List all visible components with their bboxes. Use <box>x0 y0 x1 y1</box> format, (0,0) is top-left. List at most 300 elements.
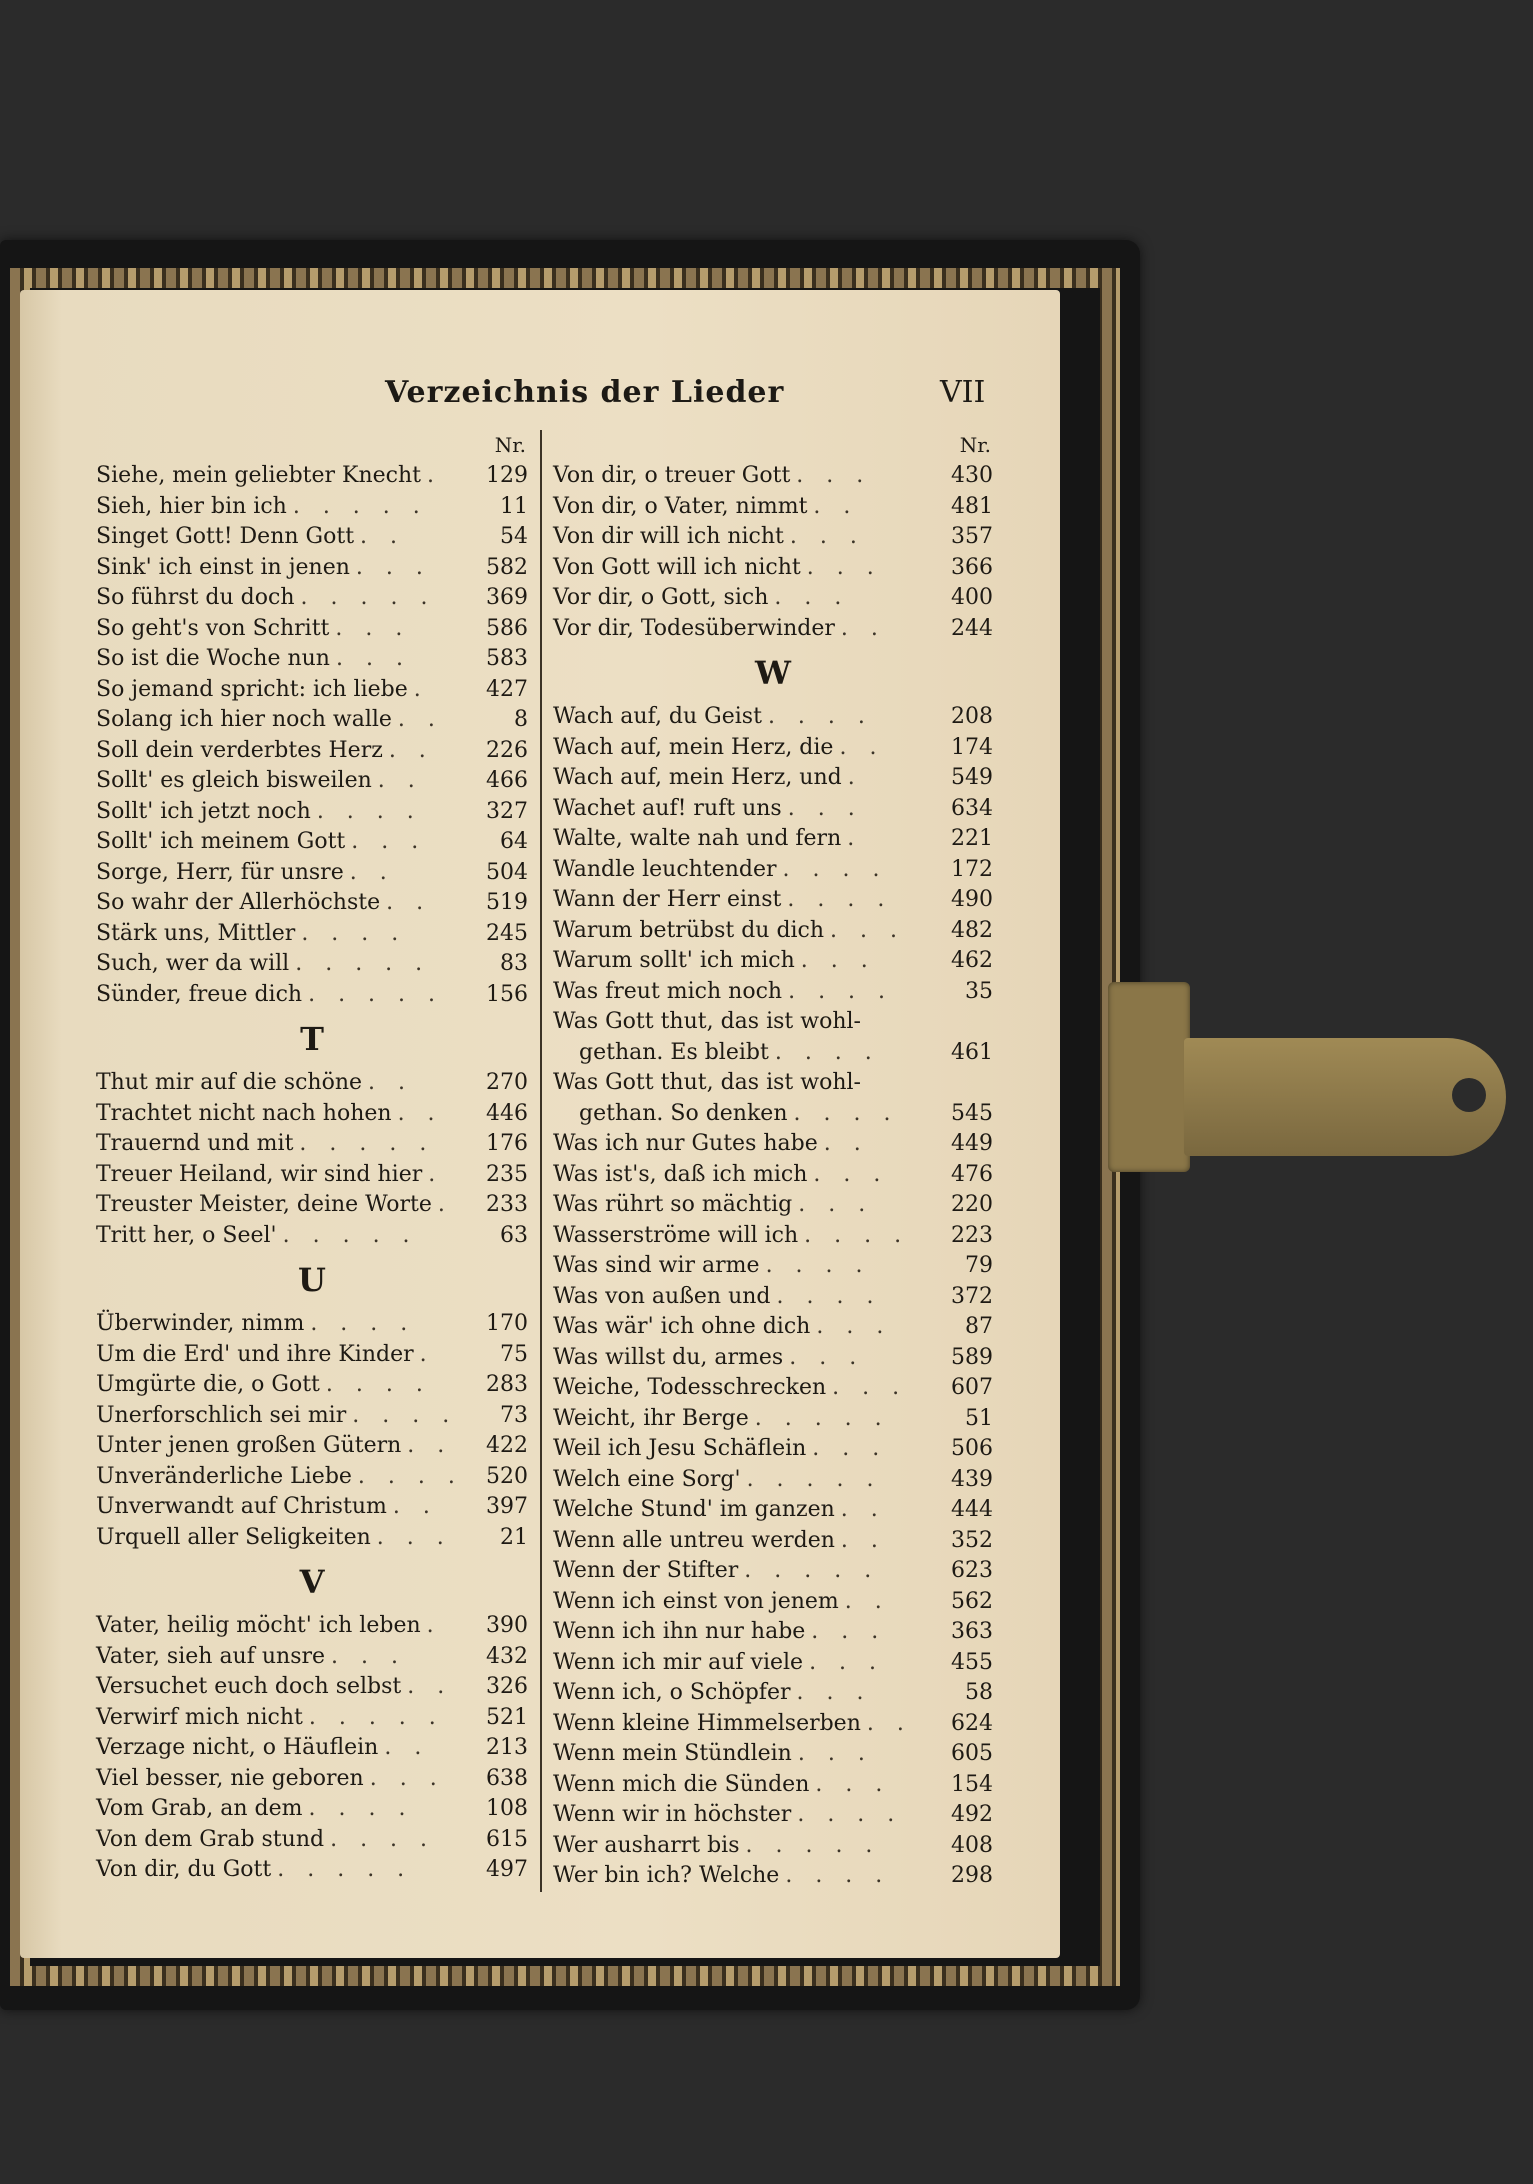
hymn-number: 615 <box>486 1826 528 1852</box>
leader-dots: . . . <box>369 1765 445 1791</box>
index-entry <box>553 614 993 645</box>
hymn-number: 172 <box>951 856 993 882</box>
leader-dots: . . . <box>832 1375 908 1400</box>
entry-title: Warum betrübst du dich <box>553 917 825 943</box>
entry-title: Sink' ich einst in jenen <box>96 554 350 580</box>
leader-dots: . . . <box>355 554 431 580</box>
leader-dots: . . <box>368 1070 414 1095</box>
index-entry <box>553 1282 993 1313</box>
leader-dots: . . <box>384 1735 430 1760</box>
index-entry <box>96 1642 528 1673</box>
entry-title: Wach auf, mein Herz, und <box>553 765 842 790</box>
entry-title: Von dir, du Gott <box>96 1857 272 1882</box>
leader-dots: . . <box>386 890 432 915</box>
index-entry <box>553 1160 993 1191</box>
leader-dots: . . <box>840 1527 886 1553</box>
index-entry <box>96 1068 528 1099</box>
entry-title: Verzage nicht, o Häuflein <box>96 1735 379 1760</box>
hymn-number: 582 <box>486 554 528 580</box>
section-letter: T <box>300 1020 324 1058</box>
leader-dots: . . . . <box>308 1796 414 1821</box>
index-entry <box>553 824 993 855</box>
index-entry <box>553 583 993 614</box>
index-entry <box>553 855 993 886</box>
index-entry <box>96 705 528 736</box>
page-title: Verzeichnis der Lieder <box>385 375 785 410</box>
entry-title: Wach auf, mein Herz, die <box>553 734 834 760</box>
index-entry <box>96 1340 528 1371</box>
hymn-number: 462 <box>951 948 993 973</box>
hymn-number: 562 <box>951 1588 993 1614</box>
hymn-number: 432 <box>486 1643 528 1669</box>
hymn-number: 397 <box>486 1494 528 1519</box>
entry-title: Sollt' es gleich bisweilen <box>96 768 372 793</box>
entry-title: Wenn der Stifter <box>553 1558 739 1583</box>
leader-dots: . . . . . <box>308 981 444 1007</box>
index-entry <box>96 736 528 767</box>
entry-title: Wenn alle untreu werden <box>553 1527 835 1553</box>
leader-dots: . . . . . <box>744 1558 880 1583</box>
leader-dots: . . . . . <box>745 1832 881 1858</box>
entry-title: Thut mir auf die schöne <box>96 1070 363 1095</box>
hymn-number: 549 <box>951 765 993 790</box>
index-entry <box>553 1038 993 1069</box>
index-entry <box>553 1617 993 1648</box>
hymn-number: 492 <box>951 1802 993 1827</box>
entry-title: Vor dir, o Gott, sich <box>553 585 769 610</box>
hymn-number: 270 <box>486 1070 528 1095</box>
entry-title: Weil ich Jesu Schäflein <box>553 1436 807 1461</box>
hymn-number: 64 <box>500 829 528 854</box>
entry-title: So geht's von Schritt <box>96 615 330 641</box>
index-entry <box>553 733 993 764</box>
hymn-number: 208 <box>951 704 993 729</box>
entry-title: Wenn ich ihn nur habe <box>553 1619 806 1644</box>
entry-title: Urquell aller Seligkeiten <box>96 1524 371 1550</box>
entry-title: Weicht, ihr Berge <box>553 1405 749 1431</box>
hymn-number: 357 <box>951 524 993 549</box>
index-entry <box>96 1611 528 1642</box>
index-entry <box>553 1068 993 1099</box>
index-entry <box>553 1556 993 1587</box>
hymn-number: 63 <box>500 1222 528 1248</box>
entry-title: Treuster Meister, deine Worte <box>96 1192 432 1217</box>
index-entry <box>96 1672 528 1703</box>
hymn-number: 607 <box>951 1375 993 1400</box>
hymn-number: 476 <box>951 1161 993 1187</box>
leader-dots: . . . <box>787 795 863 821</box>
index-entry <box>553 1007 993 1038</box>
entry-title: Stärk uns, Mittler <box>96 920 296 946</box>
entry-title: So jemand spricht: ich liebe <box>96 676 408 702</box>
hymn-number: 75 <box>500 1341 528 1367</box>
hymn-number: 11 <box>500 493 528 519</box>
leader-dots: . . <box>407 1433 453 1458</box>
entry-title: Umgürte die, o Gott <box>96 1372 320 1397</box>
entry-title: Was rührt so mächtig <box>553 1192 793 1217</box>
leader-dots: . . . . <box>310 1311 416 1336</box>
column-divider <box>540 430 542 1892</box>
leader-dots: . . . . . <box>300 585 436 610</box>
leader-dots: . . . <box>797 1741 873 1766</box>
index-entry <box>96 522 528 553</box>
leader-dots: . . <box>866 1710 912 1736</box>
index-entry <box>553 1709 993 1740</box>
index-entry <box>96 797 528 828</box>
leader-dots: . . <box>840 615 886 641</box>
hymn-number: 586 <box>486 615 528 641</box>
index-entry <box>96 614 528 645</box>
leader-dots: . <box>413 676 429 702</box>
leader-dots: . . . . . <box>277 1857 413 1882</box>
entry-title: Vom Grab, an dem <box>96 1796 303 1821</box>
hymn-number: 245 <box>486 920 528 946</box>
entry-title: Walte, walte nah und fern <box>553 826 842 851</box>
leader-dots: . . . . . <box>295 951 431 976</box>
leader-dots: . . . . <box>787 887 893 912</box>
leader-dots: . . . . . <box>754 1405 890 1431</box>
entry-title: Treuer Heiland, wir sind hier <box>96 1161 423 1187</box>
hymn-number: 83 <box>500 951 528 976</box>
hymn-number: 79 <box>965 1253 993 1278</box>
entry-title: Wer bin ich? Welche <box>553 1863 780 1888</box>
leader-dots: . . . <box>800 948 876 973</box>
entry-title-continued: gethan. So denken <box>579 1100 788 1126</box>
entry-title-continued: gethan. Es bleibt <box>579 1039 769 1065</box>
leader-dots: . . <box>823 1131 869 1156</box>
index-entry <box>96 980 528 1011</box>
entry-title: Von dem Grab stund <box>96 1826 325 1852</box>
hymn-number: 490 <box>951 887 993 912</box>
hymn-number: 624 <box>951 1710 993 1736</box>
entry-title: Von dir, o Vater, nimmt <box>553 493 808 519</box>
hymn-number: 519 <box>486 890 528 915</box>
hymn-number: 455 <box>951 1649 993 1675</box>
index-entry <box>96 888 528 919</box>
entry-title: Wasserströme will ich <box>553 1222 799 1248</box>
nr-label: Nr. <box>959 433 991 457</box>
hymn-number: 35 <box>965 978 993 1004</box>
leader-dots: . . . <box>796 463 872 488</box>
hymn-number: 634 <box>951 795 993 821</box>
entry-title: Was sind wir arme <box>553 1253 760 1278</box>
leader-dots: . . . . <box>765 1253 871 1278</box>
entry-title: Was ist's, daß ich mich <box>553 1161 808 1187</box>
index-entry <box>553 1312 993 1343</box>
index-entry <box>96 492 528 523</box>
entry-title: Such, wer da will <box>96 951 290 976</box>
hymn-number: 244 <box>951 615 993 641</box>
index-entry <box>96 1855 528 1886</box>
entry-title: Weiche, Todesschrecken <box>553 1375 827 1400</box>
leader-dots: . . . . <box>776 1283 882 1309</box>
hymn-number: 352 <box>951 1527 993 1553</box>
index-entry <box>96 1221 528 1252</box>
hymn-number: 638 <box>486 1765 528 1791</box>
left-column <box>96 433 528 1886</box>
index-entry <box>96 1099 528 1130</box>
clasp-hole <box>1452 1078 1486 1112</box>
index-entry <box>553 1800 993 1831</box>
entry-title: Sünder, freue dich <box>96 981 303 1007</box>
index-entry <box>96 766 528 797</box>
hymn-number: 390 <box>486 1613 528 1638</box>
index-entry <box>553 946 993 977</box>
page-header <box>0 375 1060 415</box>
leader-dots: . . . . <box>352 1402 458 1428</box>
leader-dots: . <box>419 1341 435 1367</box>
entry-title: Tritt her, o Seel' <box>96 1222 277 1248</box>
index-entry <box>553 1434 993 1465</box>
leader-dots: . . . <box>789 524 865 549</box>
index-entry <box>96 1370 528 1401</box>
index-entry <box>96 1492 528 1523</box>
hymn-number: 221 <box>951 826 993 851</box>
page-number: VII <box>940 375 986 410</box>
index-entry <box>96 949 528 980</box>
entry-title: Von dir, o treuer Gott <box>553 463 791 488</box>
leader-dots: . <box>437 1192 453 1217</box>
entry-title: Vater, sieh auf unsre <box>96 1643 326 1669</box>
hymn-number: 54 <box>500 524 528 549</box>
leader-dots: . . . <box>811 1619 887 1644</box>
hymn-number: 430 <box>951 463 993 488</box>
entry-title: Trauernd und mit <box>96 1131 294 1156</box>
entry-title: Unter jenen großen Gütern <box>96 1433 402 1458</box>
hymn-number: 521 <box>486 1704 528 1730</box>
index-entry <box>553 1648 993 1679</box>
entry-title: Viel besser, nie geboren <box>96 1765 364 1791</box>
hymn-number: 369 <box>486 585 528 610</box>
entry-title: Wenn mich die Sünden <box>553 1771 810 1797</box>
leader-dots: . . . . <box>767 704 873 729</box>
hymn-number: 466 <box>486 768 528 793</box>
entry-title: Welch eine Sorg' <box>553 1466 741 1492</box>
leader-dots: . <box>426 1613 442 1638</box>
hymn-number: 176 <box>486 1131 528 1156</box>
leader-dots: . . . <box>816 1314 892 1339</box>
entry-title: Was von außen und <box>553 1283 771 1309</box>
index-entry <box>96 1794 528 1825</box>
entry-title: Von dir will ich nicht <box>553 524 784 549</box>
leader-dots: . . . <box>796 1680 872 1705</box>
hymn-number: 73 <box>500 1402 528 1428</box>
entry-title: Sollt' ich jetzt noch <box>96 798 311 824</box>
section-letter: U <box>298 1261 326 1299</box>
hymn-number: 449 <box>951 1131 993 1156</box>
hymn-number: 283 <box>486 1372 528 1397</box>
entry-title: Was wär' ich ohne dich <box>553 1314 811 1339</box>
hymn-number: 446 <box>486 1100 528 1126</box>
entry-title: Wer ausharrt bis <box>553 1832 740 1858</box>
index-entry <box>96 1523 528 1554</box>
leader-dots: . . . <box>815 1771 891 1797</box>
index-entry <box>96 1764 528 1795</box>
hymn-number: 545 <box>951 1100 993 1126</box>
hymn-number: 156 <box>486 981 528 1007</box>
entry-title: Wenn ich mir auf viele <box>553 1649 804 1675</box>
hymn-number: 427 <box>486 676 528 702</box>
index-entry <box>553 702 993 733</box>
entry-title: Sollt' ich meinem Gott <box>96 829 346 854</box>
hymn-number: 174 <box>951 734 993 760</box>
index-entry <box>96 1160 528 1191</box>
leader-dots: . . . . <box>357 1463 463 1489</box>
entry-title: Trachtet nicht nach hohen <box>96 1100 392 1126</box>
entry-title: Welche Stund' im ganzen <box>553 1497 835 1522</box>
hymn-number: 154 <box>951 1771 993 1797</box>
index-entry <box>553 1404 993 1435</box>
hymn-number: 589 <box>951 1344 993 1370</box>
leader-dots: . . <box>407 1674 453 1699</box>
leader-dots: . . . <box>798 1192 874 1217</box>
index-entry <box>553 1587 993 1618</box>
leader-dots: . . <box>388 737 434 763</box>
index-entry <box>553 1190 993 1221</box>
index-entry <box>553 1221 993 1252</box>
hymn-number: 235 <box>486 1161 528 1187</box>
leader-dots: . . . . <box>785 1863 891 1888</box>
leader-dots: . . . <box>774 585 850 610</box>
index-entry <box>96 553 528 584</box>
index-entry <box>553 1373 993 1404</box>
hymn-number: 482 <box>951 917 993 943</box>
leader-dots: . . . <box>789 1344 865 1370</box>
leader-dots: . . <box>360 524 406 549</box>
index-entry <box>553 1495 993 1526</box>
index-entry <box>553 1739 993 1770</box>
leader-dots: . . . <box>830 917 906 943</box>
leader-dots: . . . . <box>330 1826 436 1852</box>
entry-title: Unveränderliche Liebe <box>96 1463 352 1489</box>
hymn-number: 58 <box>965 1680 993 1705</box>
hymn-number: 605 <box>951 1741 993 1766</box>
index-entry <box>553 1526 993 1557</box>
index-entry <box>96 1190 528 1221</box>
index-entry <box>96 858 528 889</box>
index-entry <box>96 1401 528 1432</box>
index-entry <box>96 461 528 492</box>
index-entry <box>553 522 993 553</box>
hymn-number: 213 <box>486 1735 528 1760</box>
leader-dots: . . <box>392 1494 438 1519</box>
leader-dots: . . <box>349 859 395 885</box>
leader-dots: . . . <box>335 646 411 671</box>
hymn-number: 108 <box>486 1796 528 1821</box>
hymn-number: 400 <box>951 585 993 610</box>
index-entry <box>553 885 993 916</box>
hymn-number: 444 <box>951 1497 993 1522</box>
leader-dots: . . . . <box>301 920 407 946</box>
index-entry <box>553 1465 993 1496</box>
section-letter: W <box>755 654 791 692</box>
hymn-number: 408 <box>951 1832 993 1858</box>
leader-dots: . . . . <box>804 1222 910 1248</box>
entry-title: Was ich nur Gutes habe <box>553 1131 818 1156</box>
entry-title: Unverwandt auf Christum <box>96 1494 387 1519</box>
leader-dots: . . . . <box>788 978 894 1004</box>
entry-title: Unerforschlich sei mir <box>96 1402 347 1428</box>
hymn-number: 623 <box>951 1558 993 1583</box>
index-entry <box>96 827 528 858</box>
entry-title: Wenn wir in höchster <box>553 1802 792 1827</box>
leader-dots: . . <box>377 768 423 793</box>
index-entry <box>96 583 528 614</box>
index-entry <box>553 1678 993 1709</box>
hymn-number: 21 <box>500 1524 528 1550</box>
entry-title: Wenn mein Stündlein <box>553 1741 792 1766</box>
hymn-number: 583 <box>486 646 528 671</box>
leader-dots: . . . <box>331 1643 406 1669</box>
index-entry <box>96 1733 528 1764</box>
leader-dots: . . . <box>813 1161 889 1187</box>
nr-label: Nr. <box>494 433 526 457</box>
hymn-number: 87 <box>965 1314 993 1339</box>
hymn-number: 461 <box>951 1039 993 1065</box>
hymn-number: 326 <box>486 1674 528 1699</box>
leader-dots: . . <box>397 1100 443 1126</box>
entry-title: Wann der Herr einst <box>553 887 782 912</box>
entry-title: Siehe, mein geliebter Knecht <box>96 463 421 488</box>
leader-dots: . . <box>839 734 885 760</box>
leader-dots: . . <box>844 1588 890 1614</box>
leader-dots: . . . . . <box>746 1466 882 1492</box>
clasp-hinge <box>1108 982 1190 1172</box>
hymn-number: 504 <box>486 859 528 885</box>
hymn-number: 439 <box>951 1466 993 1492</box>
index-entry <box>553 916 993 947</box>
index-entry <box>96 1431 528 1462</box>
leader-dots: . . <box>840 1497 886 1522</box>
index-entry <box>553 1099 993 1130</box>
leader-dots: . . <box>397 707 443 732</box>
leader-dots: . . . <box>806 554 882 580</box>
entry-title: Wandle leuchtender <box>553 856 777 882</box>
index-entry <box>553 794 993 825</box>
hymn-number: 233 <box>486 1192 528 1217</box>
entry-title: Sorge, Herr, für unsre <box>96 859 344 885</box>
index-entry <box>553 1861 993 1892</box>
entry-title: Wenn ich, o Schöpfer <box>553 1680 791 1705</box>
index-entry <box>553 492 993 523</box>
index-entry <box>96 1309 528 1340</box>
hymn-number: 226 <box>486 737 528 763</box>
leader-dots: . . . . <box>782 856 888 882</box>
index-entry <box>553 977 993 1008</box>
hymn-number: 372 <box>951 1283 993 1309</box>
index-entry <box>553 461 993 492</box>
index-entry <box>96 1703 528 1734</box>
hymn-number: 129 <box>486 463 528 488</box>
hymn-number: 422 <box>486 1433 528 1458</box>
entry-title: Überwinder, nimm <box>96 1311 305 1336</box>
leader-dots: . . . . . <box>308 1704 444 1730</box>
hymn-number: 481 <box>951 493 993 519</box>
entry-title: Wach auf, du Geist <box>553 704 762 729</box>
entry-title: Um die Erd' und ihre Kinder <box>96 1341 414 1367</box>
index-entry <box>553 1251 993 1282</box>
leader-dots: . . . . . <box>299 1131 435 1156</box>
entry-title: Wachet auf! ruft uns <box>553 795 782 821</box>
leader-dots: . . . . <box>793 1100 899 1126</box>
entry-title: Was Gott thut, das ist wohl- <box>553 1070 861 1095</box>
entry-title: Wenn ich einst von jenem <box>553 1588 839 1614</box>
index-entry <box>96 919 528 950</box>
leader-dots: . . <box>813 493 859 519</box>
right-column <box>553 433 993 1892</box>
index-entry <box>553 1770 993 1801</box>
leader-dots: . . . <box>376 1524 452 1550</box>
